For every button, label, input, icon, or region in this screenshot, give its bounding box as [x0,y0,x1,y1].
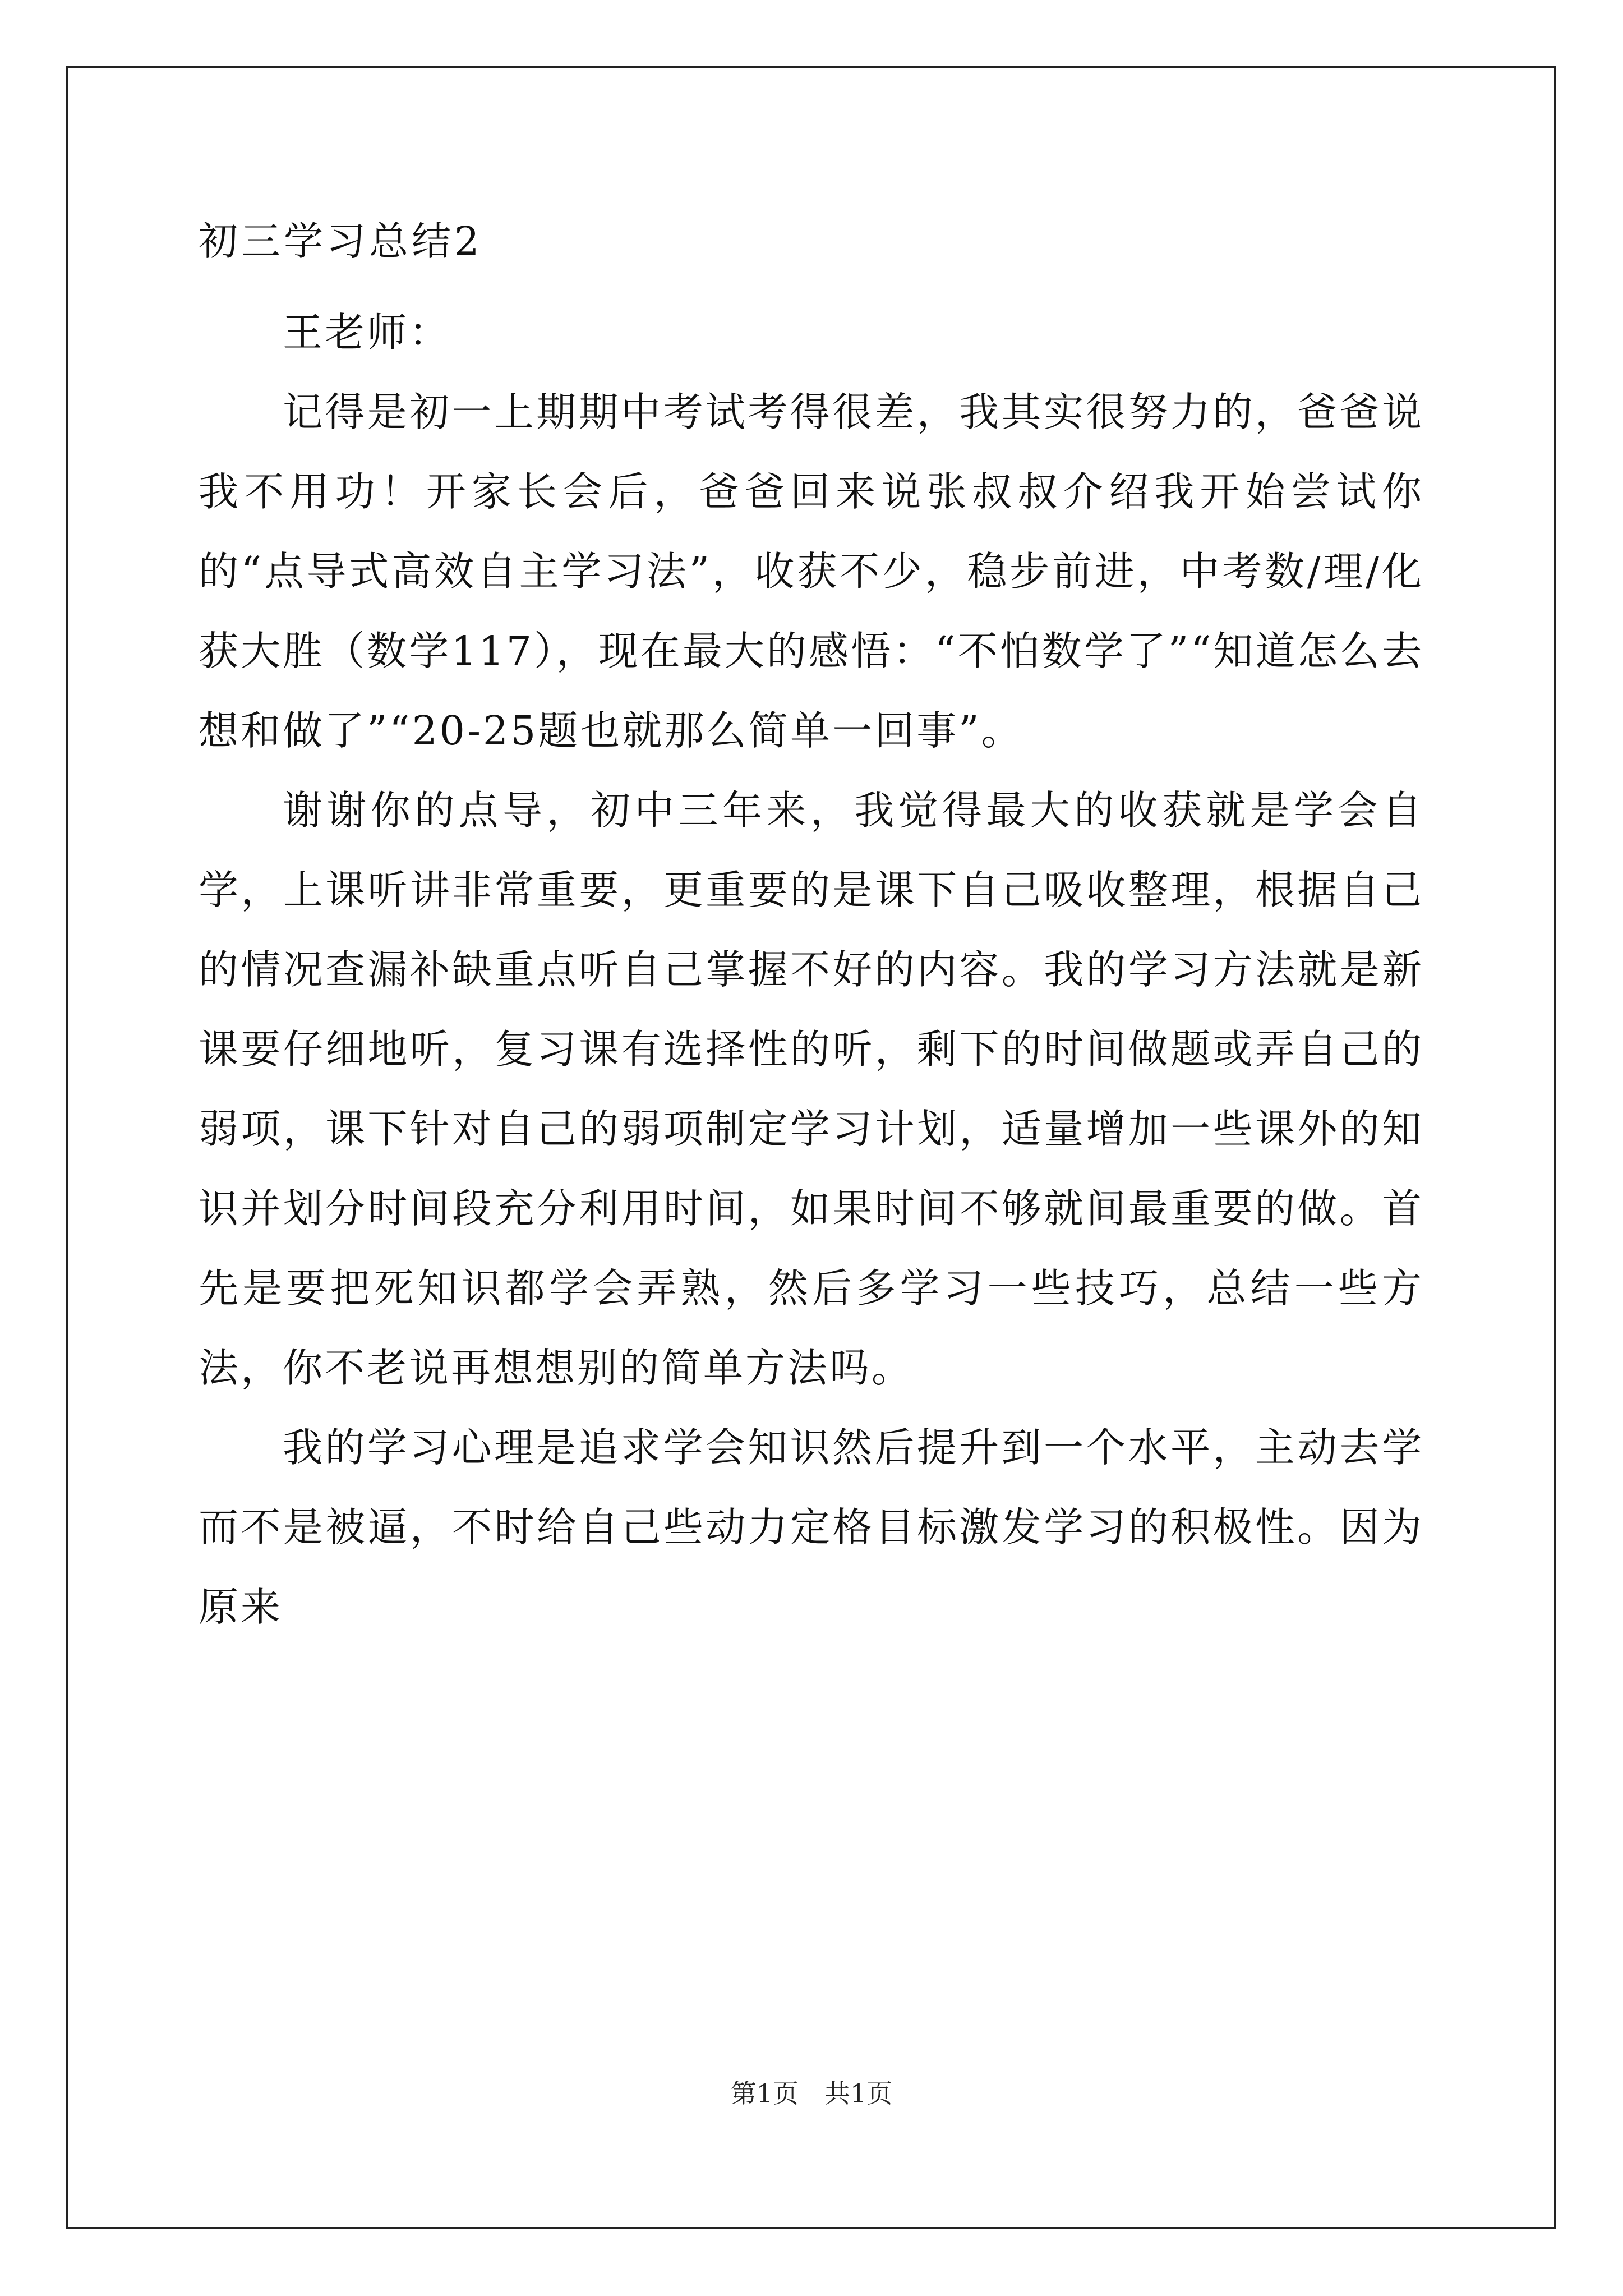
paragraph-2: 谢谢你的点导，初中三年来，我觉得最大的收获就是学会自学，上课听讲非常重要，更重要的是课下自己吸收整理，根据自己的情况查漏补缺重点听自己掌握不好的内容。我的学习方法就是新课要仔细地听，复习课有选择性的听，剩下的时间做题或弄自己的弱项，课下针对自己的弱项制定学习计划，适量增加一些课外的知识并划分时间段充分利用时间，如果时间不够就间最重要的做。首先是要把死知识都学会弄熟，然后多学习一些技巧，总结一些方法，你不老说再想想别的简单方法吗。 [199,787,1424,1391]
document-body [199,213,1424,1647]
salutation: 王老师： [283,309,451,356]
paragraph-3: 我的学习心理是追求学会知识然后提升到一个水平，主动去学而不是被逼，不时给自己些动力定格目标激发学习的积极性。因为原来 [199,1424,1424,1630]
page-footer: 第1页 共1页 [730,2078,893,2109]
document-title: 初三学习总结2 [199,218,483,264]
paragraph-1: 记得是初一上期期中考试考得很差，我其实很努力的，爸爸说我不用功！开家长会后，爸爸回来说张叔叔介绍我开始尝试你的“点导式高效自主学习法”，收获不少，稳步前进，中考数/理/化获大胜（数学117），现在最大的感悟：“不怕数学了”“知道怎么去想和做了”“20-25题也就那么简单一回事”。 [199,389,1424,754]
